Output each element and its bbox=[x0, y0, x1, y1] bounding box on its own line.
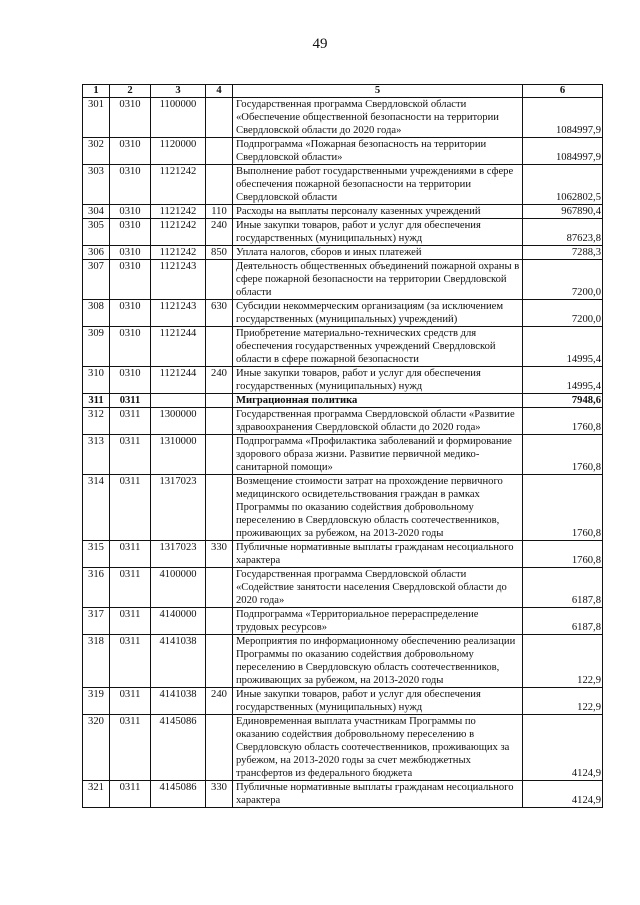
section-code: 0311 bbox=[110, 541, 151, 568]
table-header-row bbox=[83, 85, 603, 98]
amount: 1760,8 bbox=[523, 475, 603, 541]
section-code: 0311 bbox=[110, 475, 151, 541]
amount: 7948,6 bbox=[523, 394, 603, 408]
expense-type-code: 110 bbox=[206, 205, 233, 219]
expense-type-code: 240 bbox=[206, 219, 233, 246]
expense-type-code: 330 bbox=[206, 541, 233, 568]
target-article-code: 1121244 bbox=[151, 367, 206, 394]
table-row bbox=[83, 715, 603, 781]
amount: 1760,8 bbox=[523, 408, 603, 435]
target-article-code: 1121242 bbox=[151, 219, 206, 246]
page-number: 49 bbox=[312, 36, 328, 52]
section-code: 0311 bbox=[110, 608, 151, 635]
target-article-code: 4140000 bbox=[151, 608, 206, 635]
amount: 1084997,9 bbox=[523, 138, 603, 165]
item-name: Приобретение материально-технических средств для обеспечения государственных учреждений Свердловской области в сфере пожарной безопасности bbox=[233, 327, 523, 367]
amount: 122,9 bbox=[523, 635, 603, 688]
table-row bbox=[83, 394, 603, 408]
table-row bbox=[83, 568, 603, 608]
item-name: Выполнение работ государственными учреждениями в сфере обеспечения пожарной безопасности на территории Свердловской области bbox=[233, 165, 523, 205]
table-row bbox=[83, 688, 603, 715]
item-name: Субсидии некоммерческим организациям (за исключением государственных (муниципальных) учреждений) bbox=[233, 300, 523, 327]
amount: 967890,4 bbox=[523, 205, 603, 219]
amount: 14995,4 bbox=[523, 327, 603, 367]
table-row bbox=[83, 205, 603, 219]
section-code: 0310 bbox=[110, 98, 151, 138]
amount: 4124,9 bbox=[523, 781, 603, 808]
row-number: 318 bbox=[83, 635, 110, 688]
item-name: Публичные нормативные выплаты гражданам несоциального характера bbox=[233, 781, 523, 808]
section-code: 0311 bbox=[110, 781, 151, 808]
item-name: Государственная программа Свердловской области «Содействие занятости населения Свердловской области до 2020 года» bbox=[233, 568, 523, 608]
section-code: 0310 bbox=[110, 367, 151, 394]
amount: 122,9 bbox=[523, 688, 603, 715]
item-name: Миграционная политика bbox=[233, 394, 523, 408]
row-number: 307 bbox=[83, 260, 110, 300]
target-article-code: 1121243 bbox=[151, 260, 206, 300]
target-article-code bbox=[151, 394, 206, 408]
section-code: 0310 bbox=[110, 327, 151, 367]
table-row bbox=[83, 246, 603, 260]
section-code: 0310 bbox=[110, 165, 151, 205]
table-row bbox=[83, 98, 603, 138]
row-number: 310 bbox=[83, 367, 110, 394]
row-number: 314 bbox=[83, 475, 110, 541]
table-row bbox=[83, 367, 603, 394]
table-row bbox=[83, 219, 603, 246]
target-article-code: 4141038 bbox=[151, 688, 206, 715]
row-number: 317 bbox=[83, 608, 110, 635]
expense-type-code bbox=[206, 715, 233, 781]
expense-type-code: 240 bbox=[206, 688, 233, 715]
header-col-5: 5 bbox=[233, 85, 523, 98]
expense-type-code: 330 bbox=[206, 781, 233, 808]
item-name: Единовременная выплата участникам Программы по оказанию содействия добровольному переселению в Свердловскую область соотечественников, проживающих за рубежом, на 2013-2020 годы за счет межбюджетных трансфертов из федерального бюджета bbox=[233, 715, 523, 781]
amount: 7200,0 bbox=[523, 260, 603, 300]
table-row bbox=[83, 781, 603, 808]
item-name: Государственная программа Свердловской области «Обеспечение общественной безопасности на территории Свердловской области до 2020 года» bbox=[233, 98, 523, 138]
amount: 6187,8 bbox=[523, 568, 603, 608]
expense-type-code: 630 bbox=[206, 300, 233, 327]
amount: 87623,8 bbox=[523, 219, 603, 246]
expense-type-code bbox=[206, 394, 233, 408]
target-article-code: 1310000 bbox=[151, 435, 206, 475]
table-row bbox=[83, 635, 603, 688]
row-number: 301 bbox=[83, 98, 110, 138]
amount: 14995,4 bbox=[523, 367, 603, 394]
item-name: Государственная программа Свердловской области «Развитие здравоохранения Свердловской области до 2020 года» bbox=[233, 408, 523, 435]
row-number: 304 bbox=[83, 205, 110, 219]
amount: 7288,3 bbox=[523, 246, 603, 260]
table-row bbox=[83, 260, 603, 300]
item-name: Подпрограмма «Профилактика заболеваний и формирование здорового образа жизни. Развитие первичной медико-санитарной помощи» bbox=[233, 435, 523, 475]
table-row bbox=[83, 435, 603, 475]
item-name: Мероприятия по информационному обеспечению реализации Программы по оказанию содействия добровольному переселению в Свердловскую область соотечественников, проживающих за рубежом, на 2013-2020 годы bbox=[233, 635, 523, 688]
row-number: 302 bbox=[83, 138, 110, 165]
table-row bbox=[83, 138, 603, 165]
target-article-code: 1121242 bbox=[151, 165, 206, 205]
item-name: Публичные нормативные выплаты гражданам несоциального характера bbox=[233, 541, 523, 568]
row-number: 319 bbox=[83, 688, 110, 715]
section-code: 0311 bbox=[110, 715, 151, 781]
target-article-code: 4100000 bbox=[151, 568, 206, 608]
expense-type-code bbox=[206, 260, 233, 300]
item-name: Деятельность общественных объединений пожарной охраны в сфере пожарной безопасности на территории Свердловской области bbox=[233, 260, 523, 300]
item-name: Иные закупки товаров, работ и услуг для обеспечения государственных (муниципальных) нужд bbox=[233, 688, 523, 715]
section-code: 0311 bbox=[110, 568, 151, 608]
item-name: Иные закупки товаров, работ и услуг для обеспечения государственных (муниципальных) нужд bbox=[233, 219, 523, 246]
row-number: 320 bbox=[83, 715, 110, 781]
item-name: Подпрограмма «Пожарная безопасность на территории Свердловской области» bbox=[233, 138, 523, 165]
expense-type-code bbox=[206, 475, 233, 541]
section-code: 0311 bbox=[110, 635, 151, 688]
expense-type-code bbox=[206, 138, 233, 165]
row-number: 303 bbox=[83, 165, 110, 205]
row-number: 311 bbox=[83, 394, 110, 408]
item-name: Подпрограмма «Территориальное перераспределение трудовых ресурсов» bbox=[233, 608, 523, 635]
table-row bbox=[83, 165, 603, 205]
expense-type-code bbox=[206, 435, 233, 475]
row-number: 321 bbox=[83, 781, 110, 808]
section-code: 0311 bbox=[110, 435, 151, 475]
row-number: 308 bbox=[83, 300, 110, 327]
expense-type-code: 240 bbox=[206, 367, 233, 394]
amount: 6187,8 bbox=[523, 608, 603, 635]
expense-type-code bbox=[206, 568, 233, 608]
target-article-code: 1300000 bbox=[151, 408, 206, 435]
row-number: 312 bbox=[83, 408, 110, 435]
header-col-3: 3 bbox=[151, 85, 206, 98]
table-row bbox=[83, 475, 603, 541]
expense-type-code bbox=[206, 608, 233, 635]
table-row bbox=[83, 300, 603, 327]
row-number: 313 bbox=[83, 435, 110, 475]
section-code: 0310 bbox=[110, 246, 151, 260]
amount: 1062802,5 bbox=[523, 165, 603, 205]
target-article-code: 1121243 bbox=[151, 300, 206, 327]
target-article-code: 1317023 bbox=[151, 475, 206, 541]
row-number: 305 bbox=[83, 219, 110, 246]
table-row bbox=[83, 608, 603, 635]
expense-type-code bbox=[206, 98, 233, 138]
item-name: Иные закупки товаров, работ и услуг для обеспечения государственных (муниципальных) нужд bbox=[233, 367, 523, 394]
section-code: 0310 bbox=[110, 205, 151, 219]
row-number: 316 bbox=[83, 568, 110, 608]
target-article-code: 1120000 bbox=[151, 138, 206, 165]
budget-table bbox=[82, 84, 603, 808]
amount: 1084997,9 bbox=[523, 98, 603, 138]
target-article-code: 1121242 bbox=[151, 205, 206, 219]
amount: 1760,8 bbox=[523, 435, 603, 475]
amount: 1760,8 bbox=[523, 541, 603, 568]
table-row bbox=[83, 327, 603, 367]
section-code: 0311 bbox=[110, 394, 151, 408]
table-row bbox=[83, 408, 603, 435]
section-code: 0310 bbox=[110, 219, 151, 246]
header-col-2: 2 bbox=[110, 85, 151, 98]
expense-type-code bbox=[206, 327, 233, 367]
table-row bbox=[83, 541, 603, 568]
section-code: 0310 bbox=[110, 300, 151, 327]
row-number: 309 bbox=[83, 327, 110, 367]
amount: 4124,9 bbox=[523, 715, 603, 781]
item-name: Уплата налогов, сборов и иных платежей bbox=[233, 246, 523, 260]
expense-type-code bbox=[206, 635, 233, 688]
row-number: 315 bbox=[83, 541, 110, 568]
target-article-code: 1121244 bbox=[151, 327, 206, 367]
expense-type-code bbox=[206, 165, 233, 205]
expense-type-code: 850 bbox=[206, 246, 233, 260]
amount: 7200,0 bbox=[523, 300, 603, 327]
row-number: 306 bbox=[83, 246, 110, 260]
header-col-6: 6 bbox=[523, 85, 603, 98]
target-article-code: 1317023 bbox=[151, 541, 206, 568]
section-code: 0311 bbox=[110, 408, 151, 435]
section-code: 0310 bbox=[110, 138, 151, 165]
item-name: Расходы на выплаты персоналу казенных учреждений bbox=[233, 205, 523, 219]
target-article-code: 4145086 bbox=[151, 715, 206, 781]
header-col-4: 4 bbox=[206, 85, 233, 98]
header-col-1: 1 bbox=[83, 85, 110, 98]
expense-type-code bbox=[206, 408, 233, 435]
target-article-code: 4141038 bbox=[151, 635, 206, 688]
target-article-code: 4145086 bbox=[151, 781, 206, 808]
section-code: 0310 bbox=[110, 260, 151, 300]
target-article-code: 1121242 bbox=[151, 246, 206, 260]
item-name: Возмещение стоимости затрат на прохождение первичного медицинского освидетельствования граждан в рамках Программы по оказанию содействия добровольному переселению в Свердловскую область соотечественников, проживающих за рубежом, на 2013-2020 годы bbox=[233, 475, 523, 541]
section-code: 0311 bbox=[110, 688, 151, 715]
target-article-code: 1100000 bbox=[151, 98, 206, 138]
table-body bbox=[83, 98, 603, 808]
